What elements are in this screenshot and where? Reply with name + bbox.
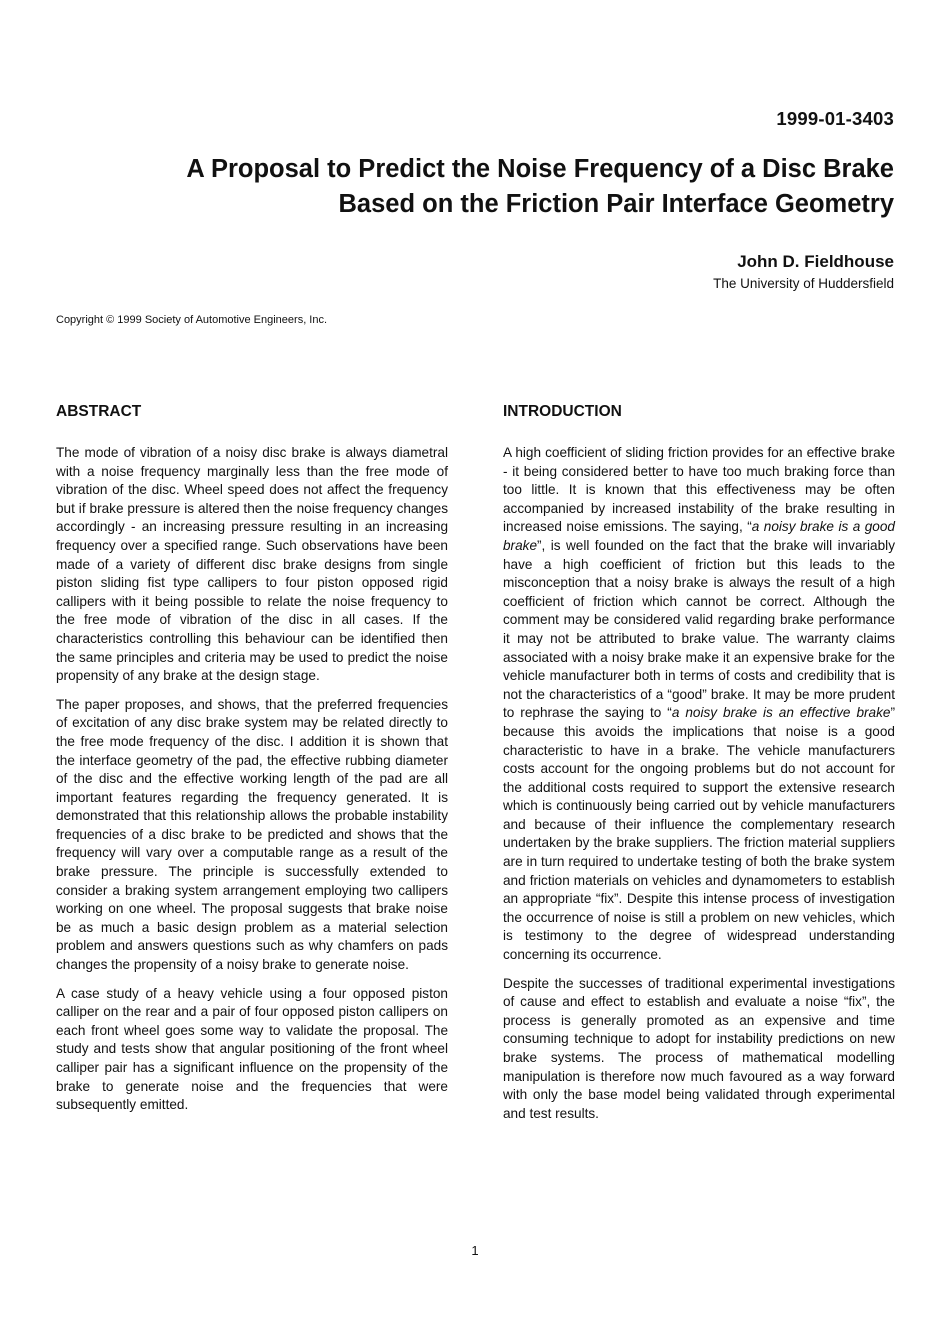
paper-title [74,152,894,222]
intro-quote-good-brake: a noisy brake is a good brake [503,519,895,553]
intro-quote-effective-brake: a noisy brake is an effective brake [671,705,891,721]
introduction-section [503,402,895,1133]
author-name: John D. Fieldhouse [737,252,894,271]
intro-text-segment: ”, is well founded on the fact that the brake will invariably have a high coefficient of friction but this leads to the misconception that a noisy brake is always the result of a high coefficient of friction which cannot be correct. Although the comment may be considered valid regarding brake performance it may not be attributed to brake value. The warranty claims associated with a noisy brake make it an expensive brake for the vehicle manufacturer both in terms of costs and credibility that is not the characteristics of a “good” brake. It may be more prudent to rephrase the saying to “ [503,537,895,721]
title-line-2: Based on the Friction Pair Interface Geometry [338,190,894,218]
title-line-1: A Proposal to Predict the Noise Frequency of a Disc Brake [186,155,894,183]
intro-text-segment: A high coefficient of sliding friction provides for an effective brake - it being considered better to have too much braking force than too little. It is known that this effectiveness may be often accompanied by increased instability of the brake resulting in increased noise emissions. The saying, “ [503,445,895,535]
abstract-section [56,402,448,1125]
abstract-paragraph: The paper proposes, and shows, that the preferred frequencies of excitation of any disc brake system may be related directly to the free mode frequency of the disc. I addition it is shown that the interface geometry of the pad, the effective rubbing diameter of the disc and the effective working length of the pad are all important features regarding the frequency generated. It is demonstrated that this relationship allows the probable instability frequencies of a disc brake to be predicted and shows that the frequency will vary over a computable range as a result of the brake pressure. The principle is successfully extended to consider a braking system arrangement employing two callipers working on one wheel. The proposal suggests that brake noise be as much a basic design problem as a material selection problem and answers questions such as why chamfers on pads changes the propensity of a noisy brake to generate noise. [56,696,448,973]
abstract-paragraph: The mode of vibration of a noisy disc brake is always diametral with a noise frequency marginally less than the free mode of vibration of the disc. Wheel speed does not affect the frequency but if brake pressure is altered then the noise frequency changes accordingly - an increasing pressure resulting in an increasing frequency over a specified range. Such observations have been made of a variety of different disc brake designs from single piston sliding fist type callipers to four piston opposed rigid callipers with it being possible to relate the noise frequency to the free mode of vibration of the disc in all cases. If the characteristics controlling this behaviour can be identified then the same principles and criteria may be used to predict the noise propensity of any brake at the design stage. [56,445,448,684]
abstract-paragraph: A case study of a heavy vehicle using a four opposed piston calliper on the rear and a pair of four opposed piston callipers on each front wheel goes some way to validate the proposal. The study and tests show that angular positioning of the front wheel calliper pair has a significant influence on the propensity of the brake to generate noise and the frequencies that were subsequently emitted. [56,985,448,1113]
abstract-heading: ABSTRACT [56,403,142,420]
paper-id: 1999-01-3403 [776,108,894,129]
page-number: 1 [471,1243,479,1258]
intro-text-segment: ” because this avoids the implications that noise is a good characteristic to have in a brake. The vehicle manufacturers costs account for the ongoing problems but do not account for the additional costs required to support the extensive research which is continuously being carried out by vehicle manufacturers and because of their influence the complementary research undertaken by the brake suppliers. The friction material suppliers are in turn required to undertake testing of both the brake system and friction materials on vehicles and dynamometers to establish an appropriate “fix”. Despite this intense process of investigation the occurrence of noise is still a problem on new vehicles, which is testimony to the degree of widespread understanding concerning its occurrence. [503,705,895,963]
introduction-paragraph [503,444,895,965]
author-affiliation: The University of Huddersfield [713,276,894,291]
introduction-paragraph: Despite the successes of traditional experimental investigations of cause and effect to establish and evaluate a noise “fix”, the process is generally promoted as an expensive and time consuming technique to adopt for instability predictions on new brake systems. The process of mathematical modelling manipulation is therefore now much favoured as a way forward with only the base model being validated through experimental and test results. [503,975,895,1121]
copyright-notice: Copyright © 1999 Society of Automotive Engineers, Inc. [56,314,328,326]
introduction-heading: INTRODUCTION [503,403,622,420]
